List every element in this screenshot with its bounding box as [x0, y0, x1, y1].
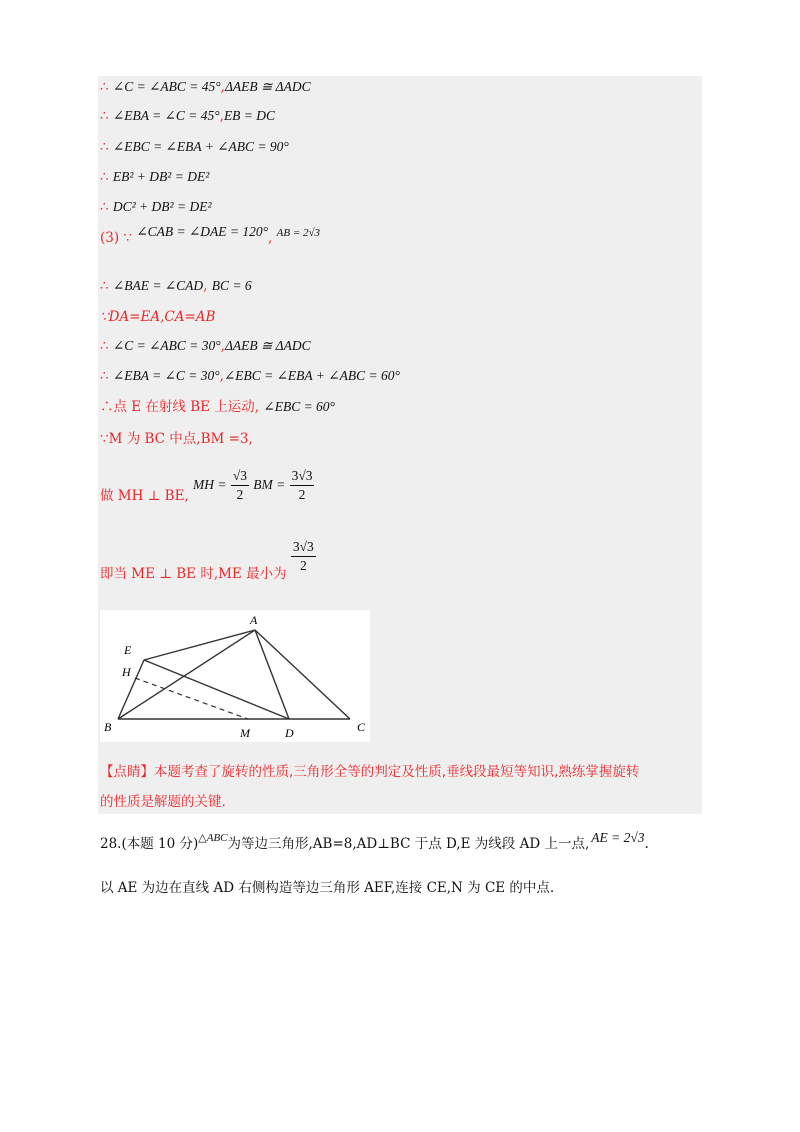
equation: AE = 2√3 — [591, 830, 645, 845]
equation: BM = — [253, 477, 286, 492]
solution-line-11 — [100, 398, 335, 416]
solution-line-5 — [100, 198, 212, 216]
geometry-figure — [100, 610, 370, 742]
solution-line-3 — [100, 138, 289, 156]
equation: ∠EBA = ∠C = 30° — [112, 368, 220, 383]
equation: ∠BAE = ∠CAD — [112, 278, 204, 293]
fraction — [291, 538, 316, 575]
comment-text: 本题考查了旋转的性质,三角形全等的判定及性质,垂线段最短等知识,熟练掌握旋转 — [154, 764, 640, 780]
solution-line-10 — [100, 367, 400, 385]
solution-line-12: ∵M 为 BC 中点,BM =3, — [100, 431, 253, 447]
separator: , — [203, 278, 208, 294]
period: . — [644, 836, 649, 852]
equation: EB² + DB² = DE² — [112, 169, 210, 184]
statement-text: 做 MH ⊥ BE, — [100, 488, 189, 504]
statement-text: 即当 ME ⊥ BE 时,ME 最小为 — [100, 566, 287, 582]
label-M: M — [240, 726, 250, 740]
part-label: (3) — [100, 230, 120, 246]
label-H: H — [122, 665, 131, 679]
solution-line-14 — [100, 534, 316, 592]
separator: , — [219, 108, 224, 124]
numerator: 3√3 — [290, 467, 315, 486]
therefore-symbol: ∴ — [100, 199, 109, 215]
equation: MH = — [193, 477, 227, 492]
question-text: 为等边三角形,AB=8,AD⊥BC 于点 D,E 为线段 AD 上一点, — [227, 836, 590, 852]
comment-text: 的性质是解题的关键. — [100, 794, 226, 810]
label-D: D — [285, 726, 294, 740]
solution-line-1 — [100, 78, 311, 96]
denominator: 2 — [236, 486, 244, 502]
therefore-symbol: ∴ — [100, 108, 109, 124]
label-B: B — [104, 720, 112, 734]
statement-text: ∴点 E 在射线 BE 上运动, — [100, 399, 260, 415]
numerator: √3 — [231, 467, 249, 486]
equation: ΔAEB ≅ ΔADC — [224, 338, 311, 353]
equation: EB = DC — [223, 108, 276, 123]
therefore-symbol: ∴ — [100, 79, 109, 95]
solution-line-9 — [100, 337, 311, 355]
therefore-symbol: ∴ — [100, 139, 109, 155]
denominator: 2 — [299, 557, 307, 573]
fraction — [290, 467, 315, 504]
fraction — [231, 467, 249, 504]
because-symbol: ∵ — [123, 230, 133, 246]
figure-background — [100, 610, 370, 742]
label-C: C — [357, 720, 366, 734]
therefore-symbol: ∴ — [100, 368, 109, 384]
comment-line-1 — [100, 763, 639, 781]
equation: ∠EBC = ∠EBA + ∠ABC = 90° — [112, 139, 289, 154]
solution-line-2 — [100, 107, 275, 125]
comment-tag: 【点睛】 — [100, 764, 154, 780]
separator: , — [268, 230, 273, 246]
question-28-line-1 — [100, 832, 649, 852]
equation: ∠C = ∠ABC = 30° — [112, 338, 221, 353]
therefore-symbol: ∴ — [100, 278, 109, 294]
label-E: E — [124, 643, 132, 657]
equation: ΔAEB ≅ ΔADC — [224, 79, 311, 94]
equation: ∠EBA = ∠C = 45° — [112, 108, 220, 123]
separator: , — [220, 338, 225, 354]
equation: ∠EBC = ∠EBA + ∠ABC = 60° — [223, 368, 400, 383]
triangle-symbol: △ABC — [198, 832, 228, 844]
solution-line-13 — [100, 456, 314, 514]
equation: BC = 6 — [211, 278, 252, 293]
label-A: A — [250, 613, 258, 627]
question-28-line-2: 以 AE 为边在直线 AD 右侧构造等边三角形 AEF,连接 CE,N 为 CE 的中点. — [100, 880, 555, 896]
solution-line-7 — [100, 277, 252, 295]
comment-line-2 — [100, 793, 226, 811]
equation: ∠C = ∠ABC = 45° — [112, 79, 221, 94]
equation: ∠CAB = ∠DAE = 120° — [136, 224, 269, 239]
therefore-symbol: ∴ — [100, 169, 109, 185]
numerator: 3√3 — [291, 538, 316, 557]
separator: , — [220, 79, 225, 95]
solution-line-4 — [100, 168, 209, 186]
solution-line-8: ∵DA=EA,CA=AB — [100, 309, 216, 325]
equation: ∠EBC = 60° — [263, 399, 335, 414]
question-number: 28.(本题 10 分) — [100, 836, 199, 852]
equation: DC² + DB² = DE² — [112, 199, 212, 214]
equation: AB = 2√3 — [276, 227, 321, 239]
therefore-symbol: ∴ — [100, 338, 109, 354]
separator: , — [219, 368, 224, 384]
denominator: 2 — [298, 486, 306, 502]
solution-line-6 — [100, 224, 321, 248]
